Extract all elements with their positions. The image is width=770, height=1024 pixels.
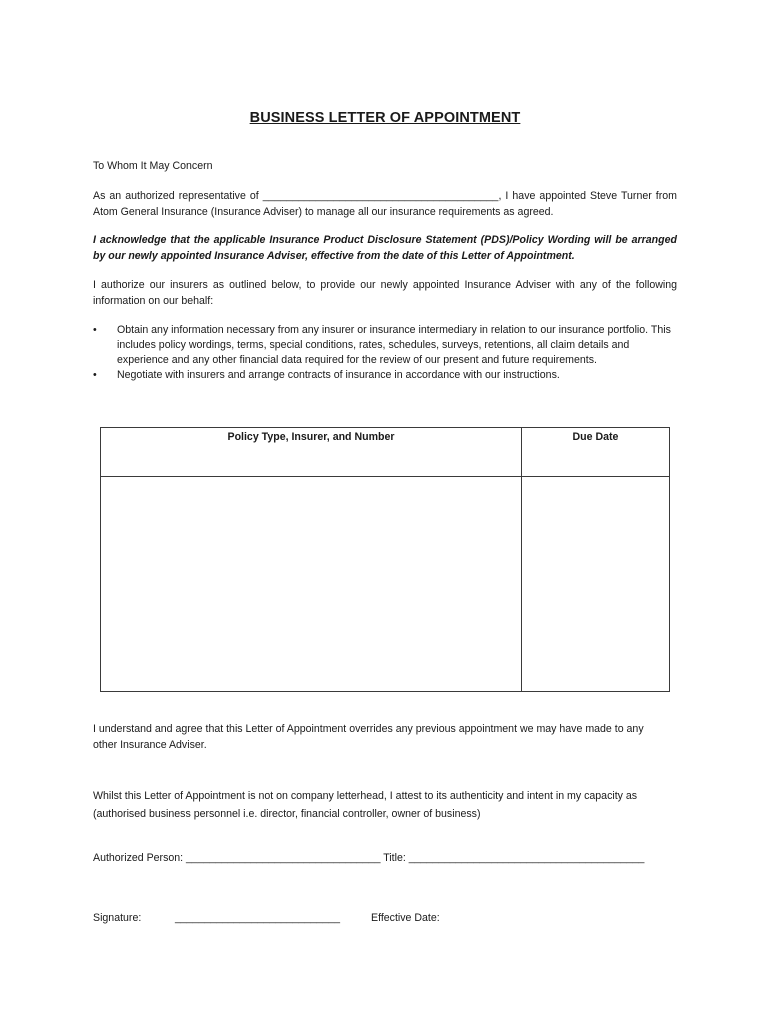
paragraph-attestation: Whilst this Letter of Appointment is not on company letterhead, I attest to its authenticity and intent in my capacity as (authorised business personnel i.e. director, financial controller, owner of business) bbox=[93, 790, 638, 820]
signature-label: Signature: bbox=[93, 912, 142, 924]
list-item bbox=[93, 323, 677, 368]
document-title: BUSINESS LETTER OF APPOINTMENT bbox=[249, 110, 521, 126]
paragraph-appointment: As an authorized representative of ________________________________________, I have appointed Steve Turner from Atom General Insurance (Insurance Adviser) to manage all our insurance requirements as agreed. bbox=[93, 190, 677, 218]
table-header-row bbox=[101, 428, 670, 477]
paragraph-override: I understand and agree that this Letter of Appointment overrides any previous appointment we may have made to any other Insurance Adviser. bbox=[93, 723, 644, 751]
table-row bbox=[101, 477, 670, 692]
authorization-list bbox=[93, 323, 677, 383]
policy-table bbox=[100, 427, 670, 692]
authorized-person-line: Authorized Person: _________________________________ Title: ________________________________________ bbox=[93, 852, 645, 864]
bullet-icon: • bbox=[93, 324, 97, 336]
paragraph-authorization: I authorize our insurers as outlined below, to provide our newly appointed Insurance Adviser with any of the following information on our behalf: bbox=[93, 279, 677, 307]
signature-line: ____________________________ bbox=[175, 912, 340, 924]
list-item bbox=[93, 368, 677, 383]
salutation: To Whom It May Concern bbox=[93, 160, 213, 172]
bullet-icon: • bbox=[93, 369, 97, 381]
column-header-due-date: Due Date bbox=[522, 428, 670, 477]
paragraph-acknowledgement: I acknowledge that the applicable Insurance Product Disclosure Statement (PDS)/Policy Wording will be arranged by our newly appointed Insurance Adviser, effective from the date of this Letter of Appointment. bbox=[93, 234, 677, 262]
list-item-text: Obtain any information necessary from any insurer or insurance intermediary in relation to our insurance portfolio. This includes policy wordings, terms, special conditions, rates, schedules, surveys, retentions, all claim details and experience and any other financial data required for the review of our present and future requirements. bbox=[117, 324, 671, 366]
list-item-text: Negotiate with insurers and arrange contracts of insurance in accordance with our instructions. bbox=[117, 369, 560, 381]
effective-date-label: Effective Date: bbox=[371, 912, 440, 924]
policy-cell[interactable] bbox=[101, 477, 522, 692]
due-date-cell[interactable] bbox=[522, 477, 670, 692]
column-header-policy: Policy Type, Insurer, and Number bbox=[101, 428, 522, 477]
